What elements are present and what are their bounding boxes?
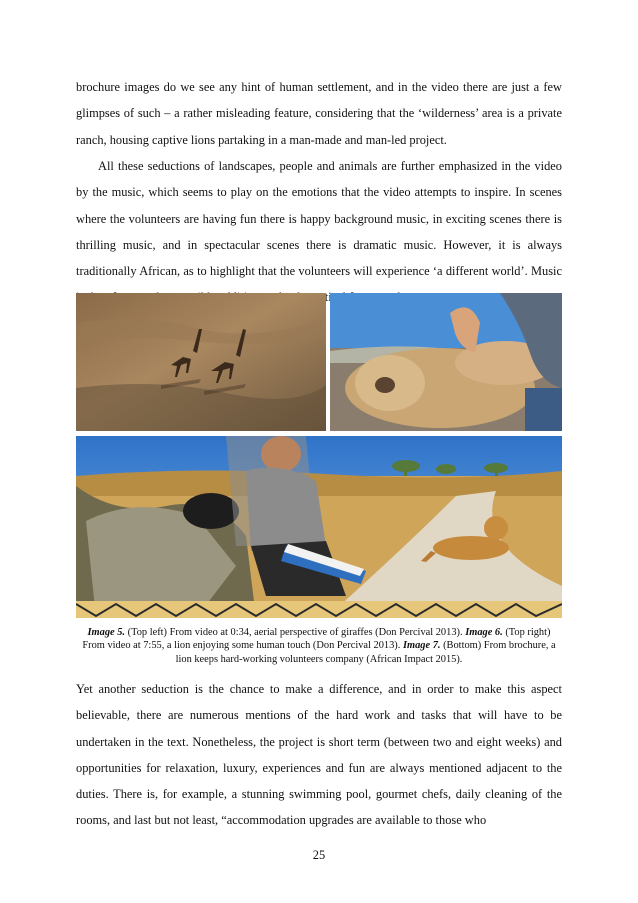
- page-number: 25: [312, 848, 326, 862]
- body-paragraph: brochure images do we see any hint of human settlement, and in the video there are just a few glimpses of such – a rather misleading feature, considering that the ‘wilderness’ area is a private ranch, housing captive lions partaking in a man-made and man-led project.: [76, 80, 562, 147]
- caption-text: (Bottom) From brochure, a lion keeps hard-working volunteers company (African Impact 2015).: [175, 640, 556, 665]
- caption-text: (Top left) From video at 0:34, aerial perspective of giraffes (Don Percival 2013).: [125, 627, 466, 638]
- body-paragraph: All these seductions of landscapes, people and animals are further emphasized in the video by the music, which seems to play on the emotions that the video attempts to inspire. In scenes where the volunteers are having fun there is happy background music, in exciting scenes there is thrilling music, and in spectacular scenes there is dramatic music. However, it is always traditionally African, as to highlight that the volunteers will experience ‘a different world’. Music: [76, 159, 562, 279]
- body-paragraph: Yet another seduction is the chance to make a difference, and in order to make this aspect believable, there are numerous mentions of the hard work and tasks that will have to be undertaken in the text. Nonetheless, the project is short term (between two and eight weeks) and opportunities for relaxation, luxury, experiences and fun are always mentioned adjacent to the duties. There is, for example, a stunning swimming pool, gourmet chefs, daily cleaning of the rooms, and last but not least, “accommodation upgrades are available to those who: [76, 682, 562, 828]
- image-giraffes-aerial: [76, 293, 326, 431]
- caption-label: Image 5.: [87, 627, 126, 638]
- caption-label: Image 7.: [402, 640, 441, 652]
- image-lion-petted: [330, 293, 562, 431]
- image-volunteers-lion: [76, 436, 562, 618]
- caption-text: (Top right) From video at 7:55, a lion enjoying some human touch (Don Percival 2013).: [82, 627, 551, 652]
- figure-caption: [76, 626, 562, 666]
- caption-label: Image 6.: [465, 627, 503, 638]
- figure-collage: [76, 293, 562, 618]
